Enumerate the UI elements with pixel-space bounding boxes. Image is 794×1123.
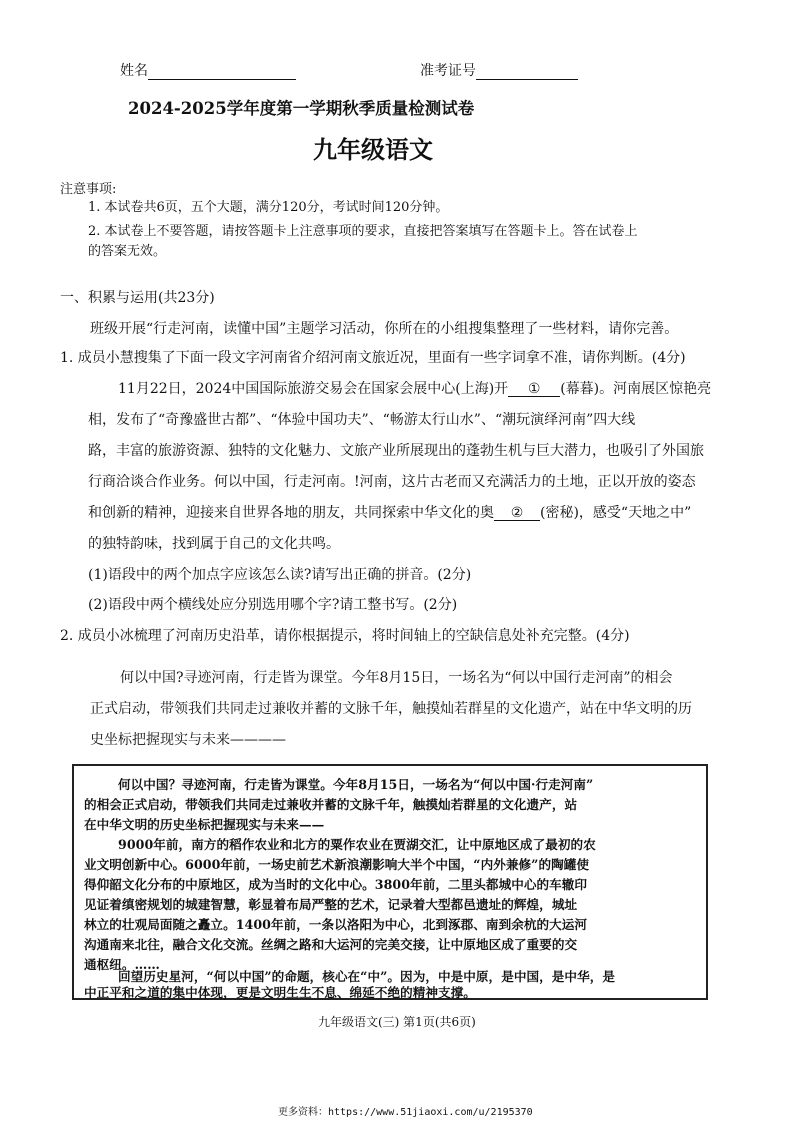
- section-heading: 一、积累与运用(共23分): [60, 290, 215, 306]
- q1-passage-line: 11月22日，2024中国国际旅游交易会在国家会展中心(上海)开 ① (幕暮)。河南展区惊艳亮: [118, 381, 712, 397]
- notice-heading: 注意事项:: [60, 182, 117, 197]
- scan-line: 林立的壮观局面随之矗立。1400年前，一条以洛阳为中心，北到涿郡、南到余杭的大运河: [84, 917, 588, 932]
- q2-passage-line: 正式启动，带领我们共同走过兼收并蓄的文脉千年，触摸灿若群星的文化遗产，站在中华文明的历: [90, 701, 692, 717]
- exam-title: 2024-2025学年度第一学期秋季质量检测试卷: [128, 99, 475, 118]
- q2-passage-line: 史坐标把握现实与未来————: [90, 732, 286, 748]
- notice-item-2-cont: 的答案无效。: [88, 244, 167, 259]
- scan-line: 得仰韶文化分布的中原地区，成为当时的文化中心。3800年前，二里头都城中心的车辙印: [84, 877, 588, 892]
- name-blank: [148, 65, 296, 80]
- q1-passage-line: 和创新的精神，迎接来自世界各地的朋友，共同探索中华文化的奥 ② (密秘)，感受“天地之中”: [88, 505, 692, 521]
- name-label: 姓名: [120, 63, 148, 79]
- exam-id-label: 准考证号: [420, 63, 476, 79]
- blank-1: ①: [508, 382, 560, 397]
- q1-passage-line: 的独特韵味，找到属于自己的文化共鸣。: [88, 536, 340, 552]
- q1-subquestion-2: (2)语段中两个横线处应分别选用哪个字?请工整书写。(2分): [88, 597, 458, 613]
- exam-id-blank: [476, 65, 578, 80]
- question-2-stem: 2. 成员小冰梳理了河南历史沿革，请你根据提示，将时间轴上的空缺信息处补充完整。(4分): [60, 628, 630, 644]
- question-1-stem: 1. 成员小慧搜集了下面一段文字河南省介绍河南文旅近况，里面有一些字词拿不准，请你判断。(4分): [60, 350, 686, 366]
- scan-line: 在中华文明的历史坐标把握现实与未来——: [84, 817, 325, 832]
- scan-line: 见证着缜密规划的城建智慧，彰显着布局严整的艺术，记录着大型都邑遗址的辉煌，城址: [84, 897, 578, 912]
- scan-line: 沟通南来北往，融合文化交流。丝绸之路和大运河的完美交接，让中原地区成了重要的交: [84, 937, 578, 952]
- scan-line: 何以中国？寻迹河南，行走皆为课堂。今年8月15日，一场名为“何以中国·行走河南”: [118, 777, 594, 792]
- q1-subquestion-1: (1)语段中的两个加点字应该怎么读?请写出正确的拼音。(2分): [88, 567, 472, 583]
- q1-passage-line: 行商洽谈合作业务。何以中国，行走河南。!河南，这片古老而又充满活力的土地，正以开放的姿态: [88, 474, 696, 490]
- scan-line: 中正平和之道的集中体现，更是文明生生不息、绵延不绝的精神支撑。: [84, 985, 476, 1000]
- blank-2: ②: [494, 506, 540, 521]
- scan-line: 回望历史星河，“何以中国”的命题，核心在“中”。因为，中是中原，是中国，是中华，是: [118, 969, 615, 984]
- exam-id-field: [420, 60, 578, 80]
- page-footer: 九年级语文(三) 第1页(共6页): [318, 1015, 476, 1029]
- scanned-passage-image: [72, 764, 708, 1000]
- section-intro: 班级开展“行走河南，读懂中国”主题学习活动，你所在的小组搜集整理了一些材料，请你完善。: [90, 321, 679, 337]
- notice-item-1: 1. 本试卷共6页，五个大题，满分120分，考试时间120分钟。: [88, 200, 449, 215]
- q2-passage-line: 何以中国?寻迹河南，行走皆为课堂。今年8月15日，一场名为“何以中国行走河南”的相会: [120, 670, 673, 686]
- name-field: [120, 60, 296, 80]
- scan-line: 9000年前，南方的稻作农业和北方的粟作农业在贾湖交汇，让中原地区成了最初的农: [118, 837, 596, 852]
- notice-item-2: 2. 本试卷上不要答题，请按答题卡上注意事项的要求，直接把答案填写在答题卡上。答在试卷上: [88, 224, 638, 239]
- scan-line: 的相会正式启动，带领我们共同走过兼收并蓄的文脉千年，触摸灿若群星的文化遗产，站: [84, 797, 578, 812]
- scan-line: 通枢纽。……: [84, 957, 160, 972]
- q1-passage-line: 相，发布了“奇豫盛世古都”、“体验中国功夫”、“畅游太行山水”、“潮玩演绎河南”四大线: [88, 412, 636, 428]
- subject-title: 九年级语文: [313, 135, 433, 164]
- scan-line: 业文明创新中心。6000年前，一场史前艺术新浪潮影响大半个中国，“内外兼修”的陶罐使: [84, 857, 590, 872]
- q1-passage-line: 路，丰富的旅游资源、独特的文化魅力、文旅产业所展现出的蓬勃生机与巨大潜力，也吸引了外国旅: [88, 443, 704, 459]
- source-watermark: 更多资料：https://www.51jiaoxi.com/u/2195370: [278, 1107, 533, 1118]
